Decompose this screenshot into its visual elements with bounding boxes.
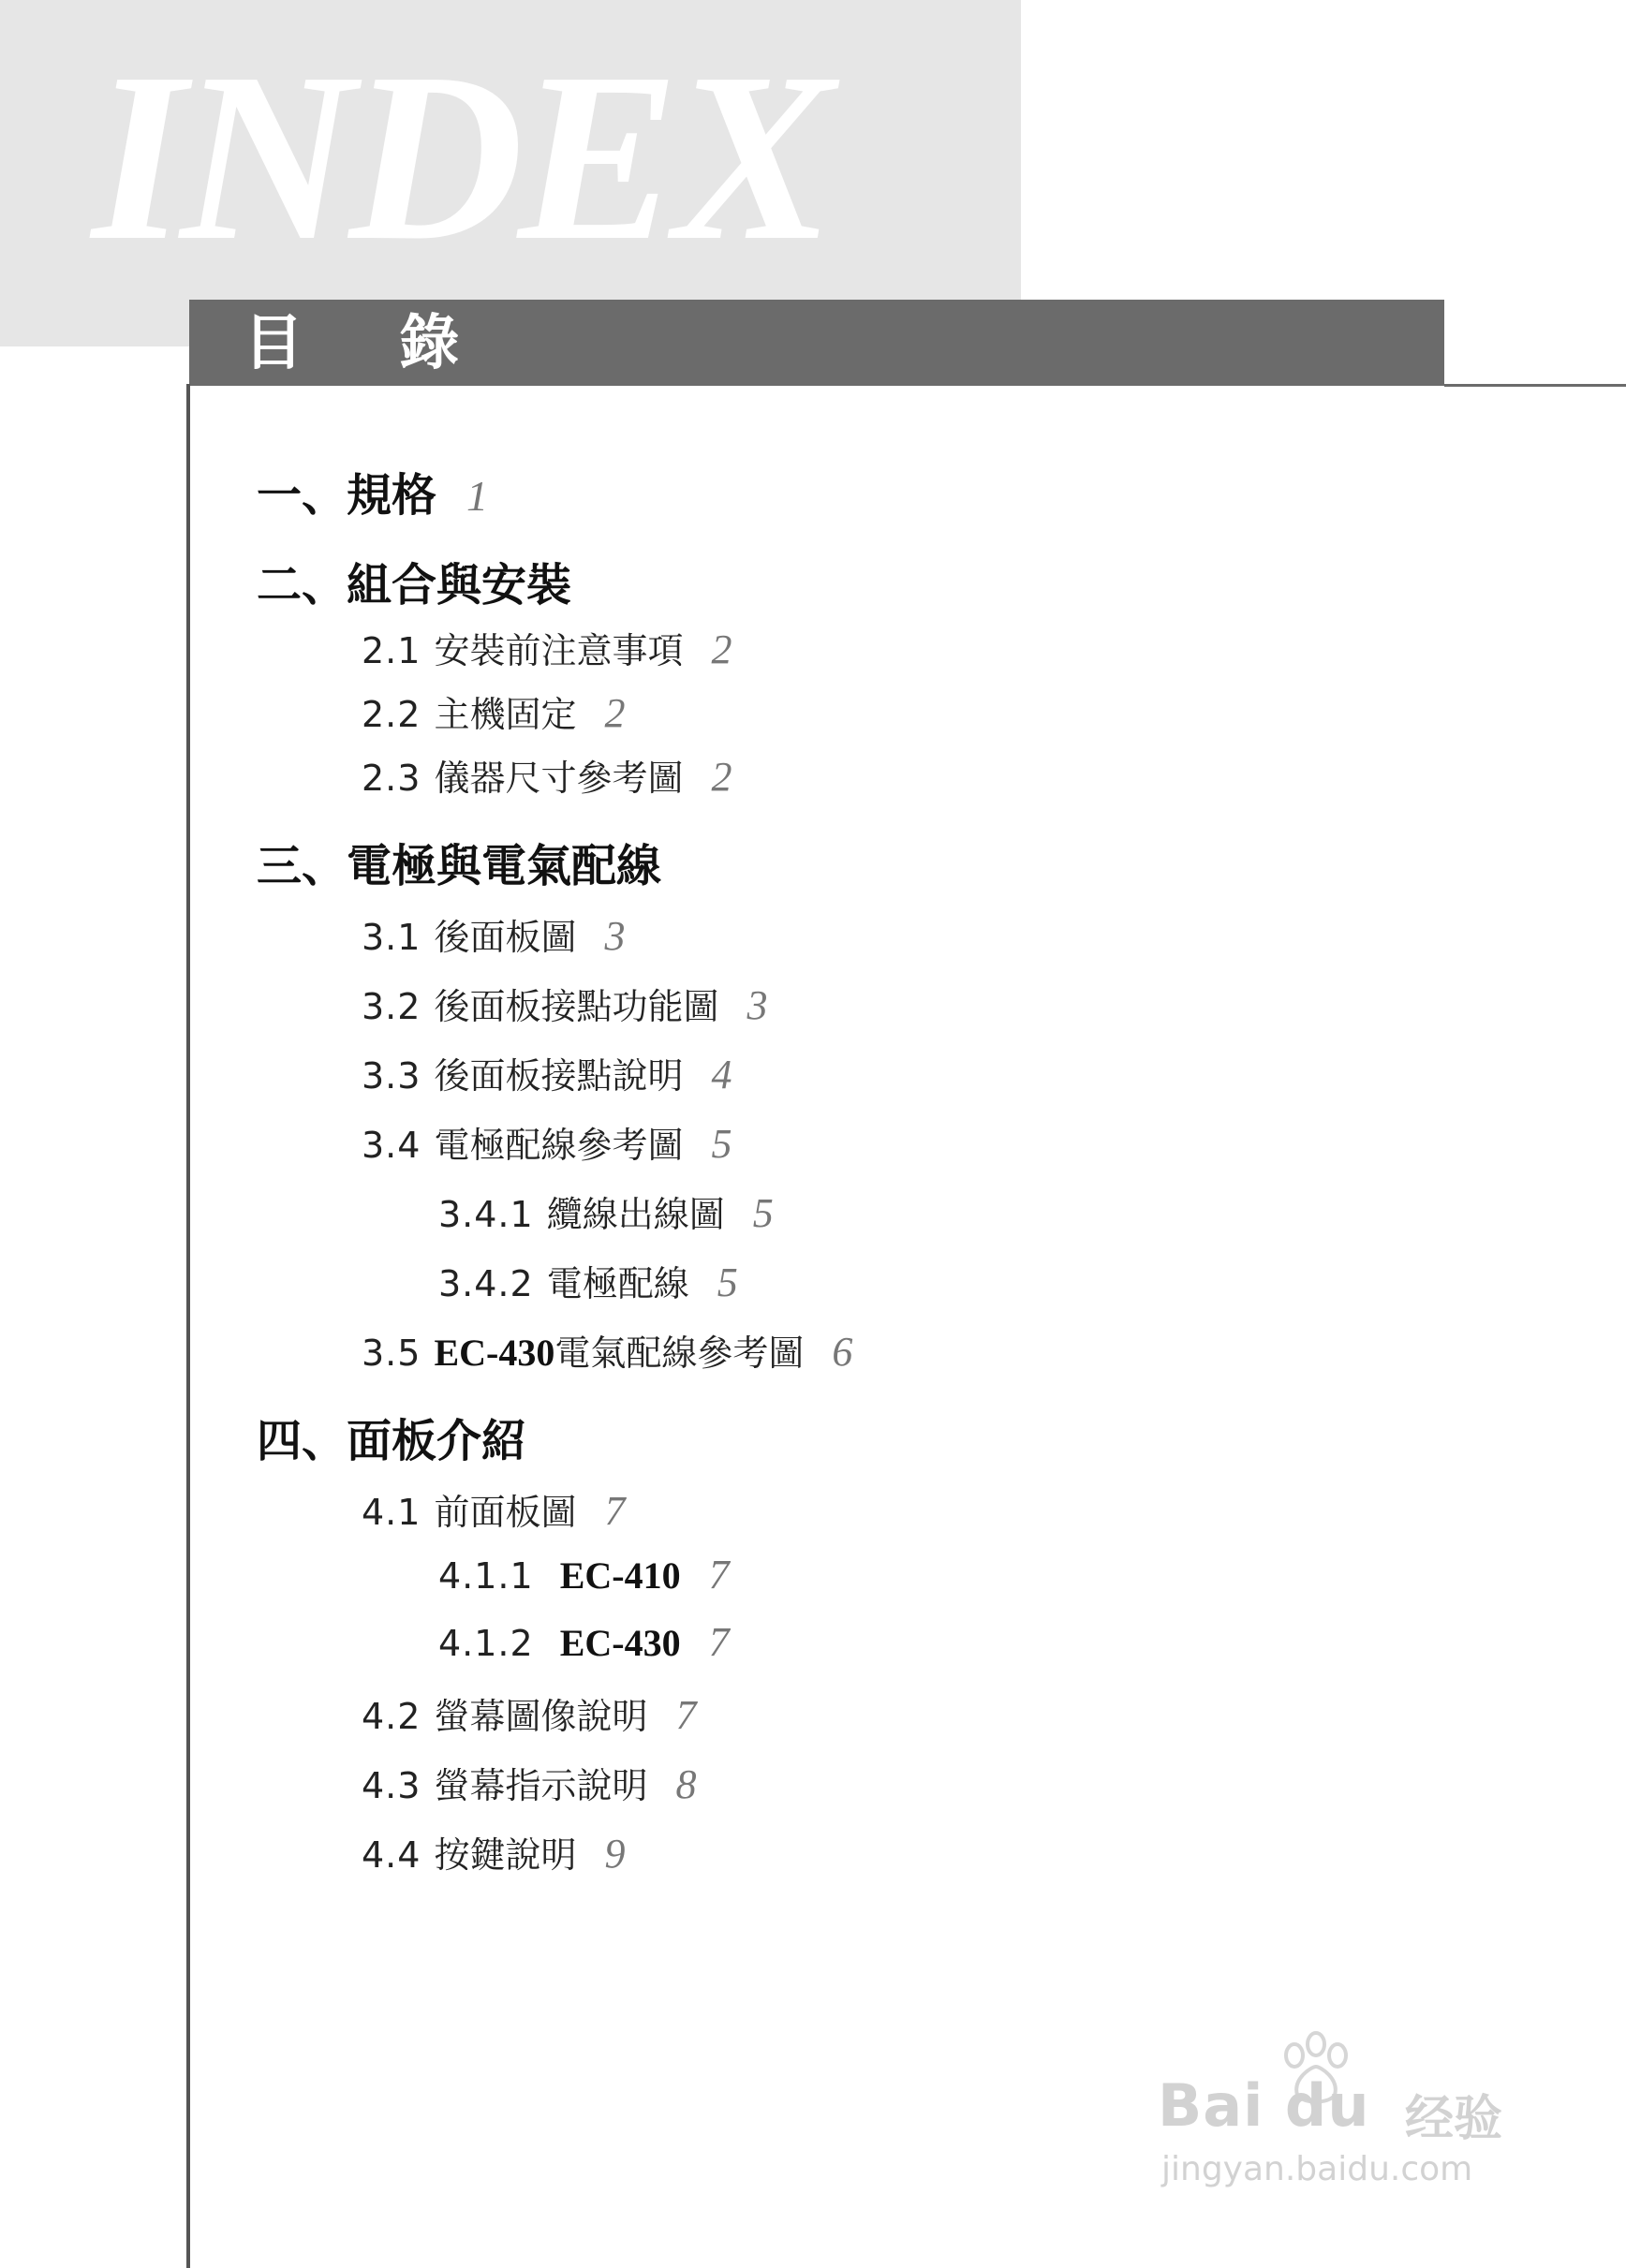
toc-number: 2.2	[362, 694, 421, 735]
toc-label: 螢幕指示說明	[434, 1765, 648, 1806]
toc-item-4-1-2[interactable]	[438, 1618, 730, 1666]
toc-page-number: 1	[466, 472, 489, 520]
toc-label: 一、規格	[257, 469, 437, 522]
toc-label: 儀器尺寸參考圖	[434, 758, 684, 799]
toc-item-4-4[interactable]	[362, 1826, 625, 1878]
toc-page-number: 7	[708, 1619, 730, 1665]
toc-number: 2.3	[362, 758, 421, 799]
toc-item-3-5[interactable]	[362, 1324, 852, 1376]
watermark-brand: Bai du	[1158, 2071, 1370, 2140]
toc-number: 2.1	[362, 630, 421, 671]
toc-section-2[interactable]	[257, 549, 571, 613]
toc-page-number: 5	[711, 1121, 732, 1167]
toc-label: 纜線出線圖	[546, 1194, 725, 1235]
toc-label: 螢幕圖像說明	[434, 1696, 648, 1737]
toc-page-number: 7	[675, 1692, 697, 1738]
toc-page-number: 5	[717, 1259, 738, 1305]
toc-number: 3.4	[362, 1125, 421, 1166]
toc-label: 三、電極與電氣配線	[257, 840, 662, 892]
toc-label: 後面板接點功能圖	[434, 986, 719, 1027]
toc-label: 二、組合與安裝	[257, 559, 572, 611]
toc-item-4-3[interactable]	[362, 1757, 696, 1808]
toc-item-3-4[interactable]	[362, 1116, 732, 1168]
toc-label: 按鍵說明	[434, 1834, 577, 1876]
toc-label: 安裝前注意事項	[434, 630, 684, 671]
watermark-url: jingyan.baidu.com	[1161, 2150, 1473, 2188]
index-heading: INDEX	[92, 22, 830, 290]
toc-number: 3.1	[362, 917, 421, 958]
toc-section-3[interactable]	[257, 830, 661, 894]
toc-item-3-4-1[interactable]	[438, 1186, 774, 1237]
toc-item-3-4-2[interactable]	[438, 1255, 738, 1306]
toc-label: 四、面板介紹	[257, 1415, 527, 1467]
toc-number: 4.2	[362, 1696, 421, 1737]
toc-number: 4.4	[362, 1834, 421, 1876]
toc-item-3-1[interactable]	[362, 908, 625, 960]
title-rule	[1444, 384, 1626, 387]
toc-page-number: 2	[711, 754, 732, 800]
toc-label: 後面板圖	[434, 917, 577, 958]
toc-item-4-1-1[interactable]	[438, 1551, 730, 1598]
toc-number: 3.5	[362, 1333, 421, 1374]
toc-page-number: 4	[711, 1052, 732, 1097]
toc-item-3-3[interactable]	[362, 1047, 732, 1098]
toc-label: 電極配線參考圖	[434, 1125, 684, 1166]
watermark-brand-cn: 经验	[1405, 2091, 1503, 2147]
toc-label: 電極配線	[546, 1263, 689, 1304]
toc-item-2-2[interactable]	[362, 685, 625, 737]
toc-section-4[interactable]	[257, 1405, 526, 1469]
toc-model-name: EC-430	[434, 1332, 555, 1374]
toc-label: 前面板圖	[434, 1492, 577, 1533]
toc-item-4-2[interactable]	[362, 1687, 696, 1739]
page-title: 目 錄	[244, 309, 497, 378]
toc-page-number: 3	[604, 913, 626, 959]
toc-page-number: 3	[746, 982, 768, 1028]
toc-number: 4.1.2	[438, 1623, 534, 1664]
toc-number: 3.3	[362, 1055, 421, 1097]
toc-number: 3.4.1	[438, 1194, 534, 1235]
toc-number: 4.1.1	[438, 1555, 534, 1597]
toc-page-number: 6	[832, 1329, 853, 1375]
toc-model-name: EC-430	[559, 1622, 681, 1664]
toc-section-1[interactable]	[257, 459, 488, 523]
toc-page-number: 7	[604, 1488, 626, 1534]
toc-page-number: 8	[675, 1761, 697, 1807]
margin-rule	[186, 384, 190, 2268]
toc-item-3-2[interactable]	[362, 978, 767, 1029]
toc-label: 電氣配線參考圖	[554, 1333, 805, 1374]
toc-number: 3.4.2	[438, 1263, 534, 1304]
toc-model-name: EC-410	[559, 1554, 681, 1597]
toc-number: 4.1	[362, 1492, 421, 1533]
toc-item-4-1[interactable]	[362, 1483, 625, 1535]
toc-page-number: 9	[604, 1831, 626, 1877]
toc-page-number: 5	[752, 1190, 774, 1236]
toc-page-number: 2	[711, 626, 732, 672]
toc-label: 後面板接點說明	[434, 1055, 684, 1097]
toc-item-2-1[interactable]	[362, 622, 732, 673]
toc-item-2-3[interactable]	[362, 749, 732, 801]
toc-number: 4.3	[362, 1765, 421, 1806]
toc-page-number: 7	[708, 1552, 730, 1598]
toc-label: 主機固定	[434, 694, 577, 735]
toc-page-number: 2	[604, 690, 626, 736]
toc-number: 3.2	[362, 986, 421, 1027]
